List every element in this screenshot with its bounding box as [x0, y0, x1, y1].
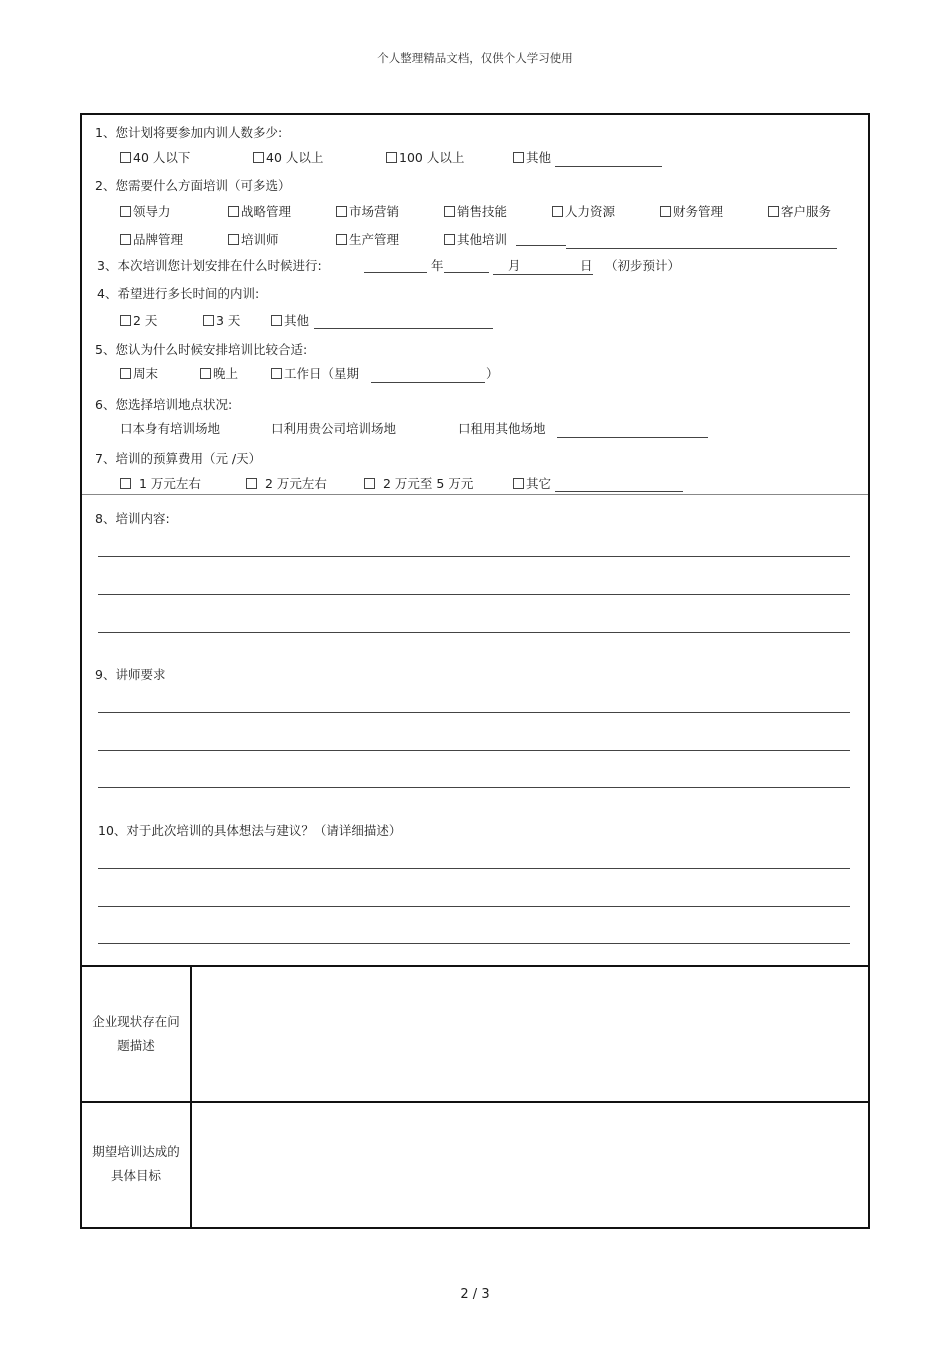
q4-option-3days[interactable]: 3 天	[203, 311, 240, 329]
checkbox-icon	[513, 478, 524, 489]
q2-option-production[interactable]: 生产管理	[336, 230, 399, 248]
q5-option-weekend[interactable]: 周末	[120, 364, 158, 382]
checkbox-icon	[246, 478, 257, 489]
q10-answer-line-1[interactable]	[98, 868, 850, 869]
q6-option-rent-venue[interactable]: 口租用其他场地	[458, 421, 546, 436]
checkbox-icon	[271, 315, 282, 326]
checkbox-icon	[768, 206, 779, 217]
q3-month-label: 月	[508, 258, 521, 273]
form-top-section	[80, 113, 870, 495]
q2-option-trainer[interactable]: 培训师	[228, 230, 279, 248]
q2-other-field-short[interactable]	[516, 245, 566, 246]
checkbox-icon	[660, 206, 671, 217]
q2-option-marketing[interactable]: 市场营销	[336, 202, 399, 220]
q1-other-field[interactable]	[555, 166, 662, 167]
q2-option-strategy[interactable]: 战略管理	[228, 202, 291, 220]
q3-day-label: 日	[580, 258, 593, 273]
q10-answer-line-3[interactable]	[98, 943, 850, 944]
q6-option-own-venue[interactable]: 口本身有培训场地	[120, 421, 221, 436]
q1-option-1[interactable]: 40 人以下	[120, 148, 190, 166]
checkbox-icon	[271, 368, 282, 379]
q10-answer-line-2[interactable]	[98, 906, 850, 907]
side-divider-2	[190, 1102, 192, 1228]
q6-option-your-venue[interactable]: 口利用贵公司培训场地	[271, 421, 397, 436]
q10-label: 10、对于此次培训的具体想法与建议？（请详细描述）	[98, 823, 402, 838]
q2-other-field-long[interactable]	[566, 248, 837, 249]
side-divider-1	[190, 966, 192, 1102]
q9-answer-line-3[interactable]	[98, 787, 850, 788]
q3-year-label: 年	[431, 258, 444, 273]
q2-option-hr[interactable]: 人力资源	[552, 202, 615, 220]
checkbox-icon	[364, 478, 375, 489]
checkbox-icon	[444, 234, 455, 245]
checkbox-icon	[336, 234, 347, 245]
q9-answer-line-2[interactable]	[98, 750, 850, 751]
checkbox-icon	[513, 152, 524, 163]
q9-answer-line-1[interactable]	[98, 712, 850, 713]
page-header: 个人整理精品文档，仅供个人学习使用	[377, 51, 573, 65]
checkbox-icon	[253, 152, 264, 163]
q7-label: 7、培训的预算费用（元 /天）	[95, 451, 262, 466]
q4-label: 4、希望进行多长时间的内训:	[97, 286, 260, 301]
q3-year-field[interactable]	[364, 272, 427, 273]
q7-option-3[interactable]: 2 万元至 5 万元	[364, 474, 473, 492]
problem-description-label: 企业现状存在问 题描述	[92, 1014, 180, 1053]
q7-option-2[interactable]: 2 万元左右	[246, 474, 327, 492]
q2-option-customer-service[interactable]: 客户服务	[768, 202, 831, 220]
checkbox-icon	[336, 206, 347, 217]
q4-option-2days[interactable]: 2 天	[120, 311, 157, 329]
q4-other-field[interactable]	[314, 328, 493, 329]
q4-option-other[interactable]: 其他	[271, 311, 309, 329]
checkbox-icon	[203, 315, 214, 326]
q3-note: （初步预计）	[605, 258, 681, 273]
q6-label: 6、您选择培训地点状况:	[95, 397, 233, 412]
q2-label: 2、您需要什么方面培训（可多选）	[95, 178, 291, 193]
q2-option-finance[interactable]: 财务管理	[660, 202, 723, 220]
q5-label: 5、您认为什么时候安排培训比较合适:	[95, 342, 308, 357]
checkbox-icon	[120, 234, 131, 245]
target-goal-label: 期望培训达成的 具体目标	[92, 1144, 180, 1183]
q2-option-sales[interactable]: 销售技能	[444, 202, 507, 220]
q9-label: 9、讲师要求	[95, 667, 166, 682]
checkbox-icon	[120, 315, 131, 326]
q1-option-4[interactable]: 其他	[513, 148, 551, 166]
q1-option-2[interactable]: 40 人以上	[253, 148, 323, 166]
checkbox-icon	[228, 206, 239, 217]
form-text-section	[80, 494, 870, 967]
checkbox-icon	[200, 368, 211, 379]
q7-option-1[interactable]: 1 万元左右	[120, 474, 201, 492]
checkbox-icon	[386, 152, 397, 163]
q8-answer-line-2[interactable]	[98, 594, 850, 595]
q8-label: 8、培训内容:	[95, 511, 170, 526]
q2-option-leadership[interactable]: 领导力	[120, 202, 171, 220]
q3-month-line[interactable]	[493, 274, 593, 275]
problem-description-field[interactable]	[194, 968, 866, 1100]
q5-option-evening[interactable]: 晚上	[200, 364, 238, 382]
checkbox-icon	[120, 368, 131, 379]
q8-answer-line-1[interactable]	[98, 556, 850, 557]
checkbox-icon	[120, 478, 131, 489]
checkbox-icon	[120, 152, 131, 163]
q1-label: 1、您计划将要参加内训人数多少:	[95, 125, 283, 140]
checkbox-icon	[120, 206, 131, 217]
checkbox-icon	[228, 234, 239, 245]
q5-weekday-field[interactable]	[371, 382, 485, 383]
q5-option-workday[interactable]: 工作日（星期	[271, 364, 359, 382]
q7-option-4[interactable]: 其它	[513, 474, 551, 492]
checkbox-icon	[552, 206, 563, 217]
page-number: 2 / 3	[460, 1287, 490, 1302]
checkbox-icon	[444, 206, 455, 217]
q1-option-3[interactable]: 100 人以上	[386, 148, 464, 166]
q2-option-other[interactable]: 其他培训	[444, 230, 507, 248]
q5-close-paren: ）	[486, 366, 499, 381]
q2-option-brand[interactable]: 品牌管理	[120, 230, 183, 248]
q8-answer-line-3[interactable]	[98, 632, 850, 633]
q7-other-field[interactable]	[555, 491, 683, 492]
q6-rent-field[interactable]	[557, 437, 708, 438]
q3-month-field[interactable]	[444, 272, 489, 273]
target-goal-field[interactable]	[194, 1104, 866, 1226]
q3-label: 3、本次培训您计划安排在什么时候进行:	[97, 258, 322, 273]
